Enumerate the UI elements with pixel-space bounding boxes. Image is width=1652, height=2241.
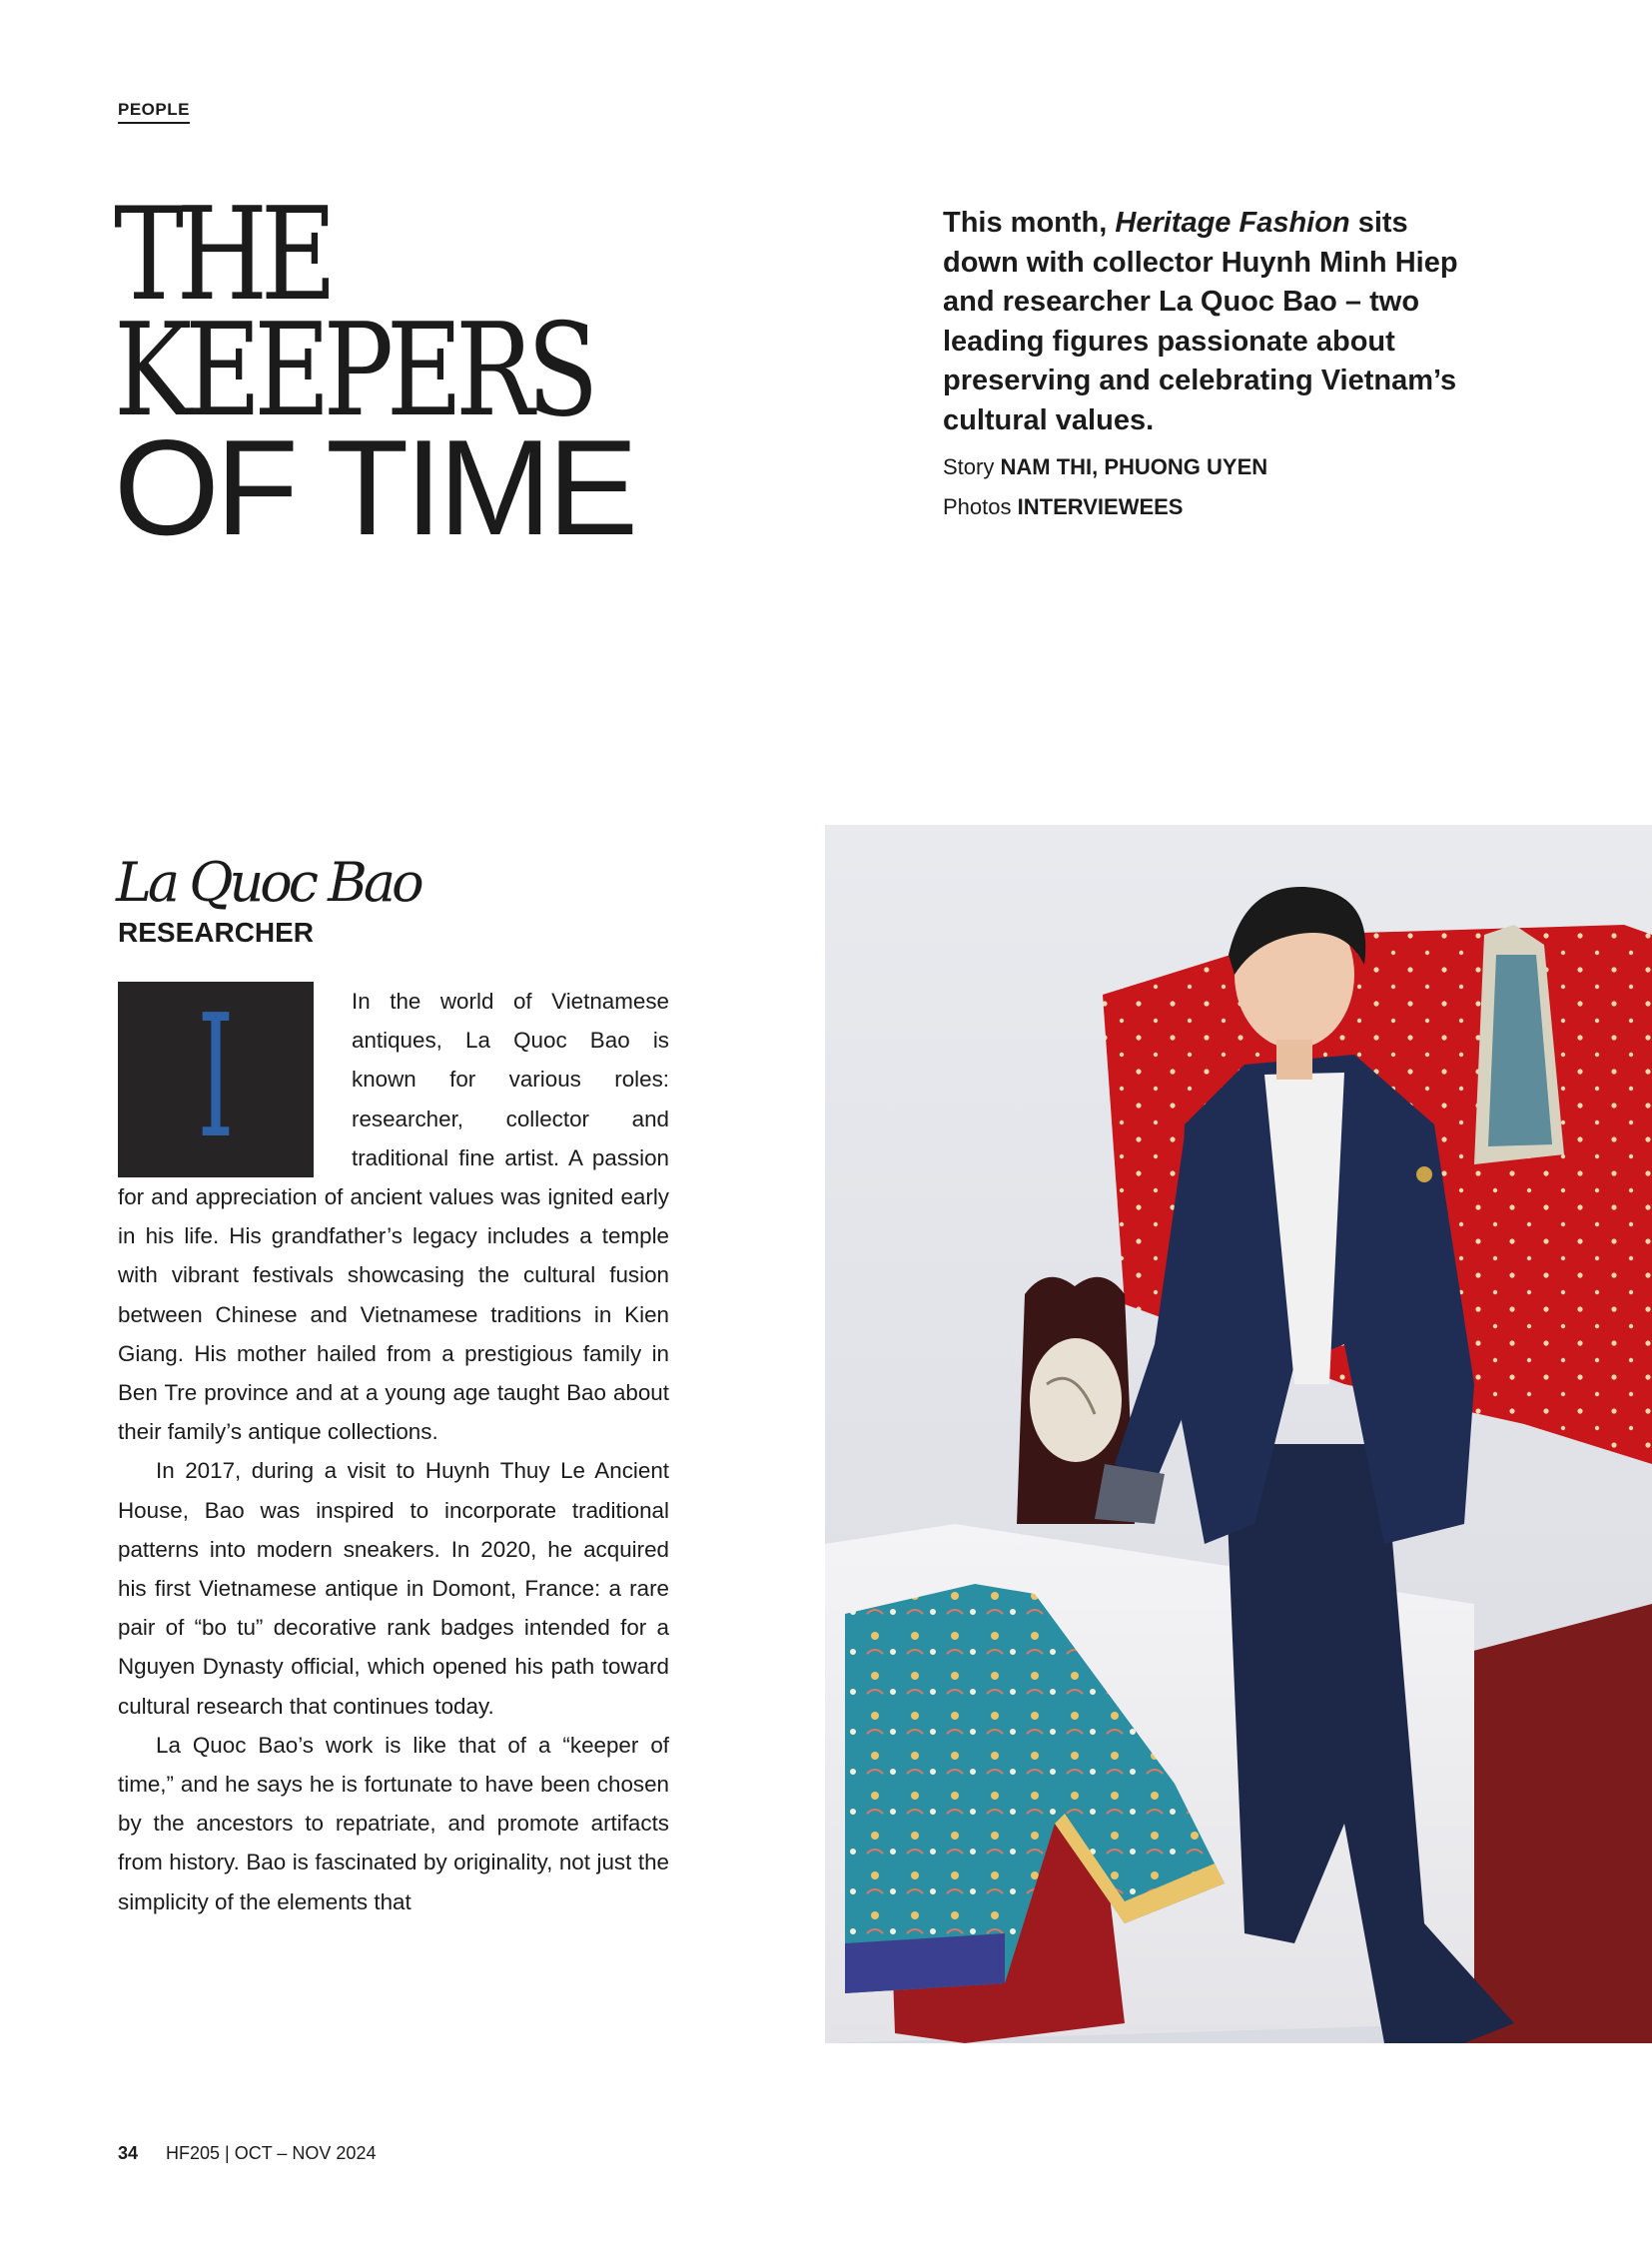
section-tag: PEOPLE [118,100,190,124]
paragraph-2: In 2017, during a visit to Huynh Thuy Le Ancient House, Bao was inspired to incorporate traditional patterns into modern sneakers. In 2020, he acquired his first Vietnamese antique in Domont, France: a rare pair of “bo tu” decorative rank badges intended for a Nguyen Dynasty official, which opened his path toward cultural research that continues today. [118,1458,669,1719]
story-credit [943,447,1267,487]
page-number: 34 [118,2143,139,2163]
story-names: NAM THI, PHUONG UYEN [1000,454,1268,479]
intro-before: This month, [943,207,1116,239]
article-body [118,979,669,1921]
headline-line-3: OF TIME [114,411,635,563]
page-footer [118,2143,376,2164]
person-name: La Quoc Bao [116,851,420,914]
headline-line-2: KEEPERS [114,297,592,445]
publication-name: Heritage Fashion [1115,207,1350,239]
photos-names: INTERVIEWEES [1017,494,1184,519]
headline-line-1: THE [114,181,331,330]
portrait-photo [825,825,1652,2043]
credits [943,447,1267,527]
drop-cap [118,979,314,1177]
person-role: RESEARCHER [118,917,315,948]
issue-info: HF205 | OCT – NOV 2024 [166,2143,377,2163]
drop-cap-letter: I [197,979,235,1176]
paragraph-3: La Quoc Bao’s work is like that of a “keeper of time,” and he says he is fortunate to have been chosen by the ancestors to repatriate, and promote artifacts from history. Bao is fascinated by originality, not just the simplicity of the elements that [118,1732,669,1914]
headline [114,181,696,563]
intro-deck [943,204,1462,440]
paragraph-1: In the world of Vietnamese antiques, La Quoc Bao is known for various roles: researcher, collector and traditional fine artist. A passion for and appreciation of ancient values was ignited early in his life. His grandfather’s legacy includes a temple with vibrant festivals showcasing the cultural fusion between Chinese and Vietnamese traditions in Kien Giang. His mother hailed from a prestigious family in Ben Tre province and at a young age taught Bao about their family’s antique collections. [118,989,669,1445]
intro-after: sits down with collector Huynh Minh Hiep and researcher La Quoc Bao – two leading figures passionate about preserving and celebrating Vietnam’s cultural values. [943,207,1458,436]
photo-credit [943,487,1267,527]
story-label: Story [943,454,995,479]
photos-label: Photos [943,494,1012,519]
